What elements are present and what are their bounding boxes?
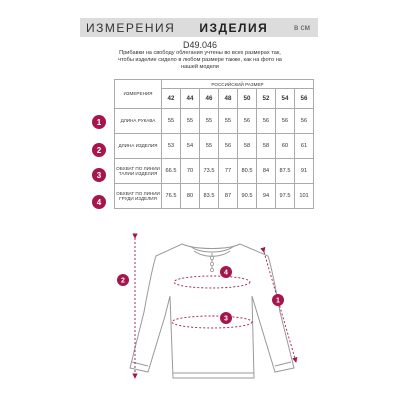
value-cell: 76.5	[162, 184, 181, 209]
row-badge-4: 4	[92, 195, 106, 209]
value-cell: 66.5	[162, 159, 181, 184]
value-cell: 70	[181, 159, 200, 184]
marker-3: 3	[224, 315, 228, 323]
value-cell: 53	[162, 134, 181, 159]
size-cell: 50	[238, 89, 257, 109]
value-cell: 91	[295, 159, 314, 184]
value-cell: 101	[295, 184, 314, 209]
value-cell: 56	[257, 109, 276, 134]
value-cell: 55	[200, 134, 219, 159]
row-badge-3: 3	[92, 168, 106, 182]
value-cell: 58	[257, 134, 276, 159]
row-label: ДЛИНА РУКАВА	[115, 109, 162, 134]
value-cell: 55	[181, 109, 200, 134]
value-cell: 87	[219, 184, 238, 209]
fit-note: Прибавки на свободу облегания учтены во всех размерах так, чтобы изделие сидело в любом размере также, как на фото на нашей модели	[118, 50, 282, 70]
value-cell: 83.5	[200, 184, 219, 209]
value-cell: 87.5	[276, 159, 295, 184]
value-cell: 90.5	[238, 184, 257, 209]
row-label: ОБХВАТ ПО ЛИНИИ ТАЛИИ ИЗДЕЛИЯ	[115, 159, 162, 184]
size-cell: 52	[257, 89, 276, 109]
value-cell: 61	[295, 134, 314, 159]
value-cell: 58	[238, 134, 257, 159]
value-cell: 80.5	[238, 159, 257, 184]
value-cell: 55	[162, 109, 181, 134]
value-cell: 80	[181, 184, 200, 209]
value-cell: 73.5	[200, 159, 219, 184]
marker-2: 2	[121, 277, 125, 285]
value-cell: 54	[181, 134, 200, 159]
size-group-title: РОССИЙСКИЙ РАЗМЕР	[162, 80, 314, 89]
marker-1: 1	[276, 297, 280, 305]
value-cell: 55	[200, 109, 219, 134]
title-word-measurements: ИЗМЕРЕНИЯ	[86, 20, 176, 35]
marker-4: 4	[224, 269, 228, 277]
row-badge-1: 1	[92, 115, 106, 129]
size-cell: 54	[276, 89, 295, 109]
size-cell: 44	[181, 89, 200, 109]
row-label: ОБХВАТ ПО ЛИНИИ ГРУДИ ИЗДЕЛИЯ	[115, 184, 162, 209]
unit-label: в см	[294, 23, 310, 32]
value-cell: 60	[276, 134, 295, 159]
row-label: ДЛИНА ИЗДЕЛИЯ	[115, 134, 162, 159]
value-cell: 97.5	[276, 184, 295, 209]
placket-buttons	[210, 256, 213, 271]
measurement-header: ИЗМЕРЕНИЯ	[115, 80, 162, 109]
row-badge-2: 2	[92, 143, 106, 157]
product-code: D49.046	[182, 40, 218, 50]
size-cell: 42	[162, 89, 181, 109]
value-cell: 56	[238, 109, 257, 134]
size-cell: 46	[200, 89, 219, 109]
value-cell: 94	[257, 184, 276, 209]
value-cell: 77	[219, 159, 238, 184]
value-cell: 55	[219, 109, 238, 134]
size-cell: 56	[295, 89, 314, 109]
value-cell: 56	[219, 134, 238, 159]
title-word-product: ИЗДЕЛИЯ	[199, 20, 269, 35]
value-cell: 56	[276, 109, 295, 134]
value-cell: 84	[257, 159, 276, 184]
value-cell: 56	[295, 109, 314, 134]
size-cell: 48	[219, 89, 238, 109]
